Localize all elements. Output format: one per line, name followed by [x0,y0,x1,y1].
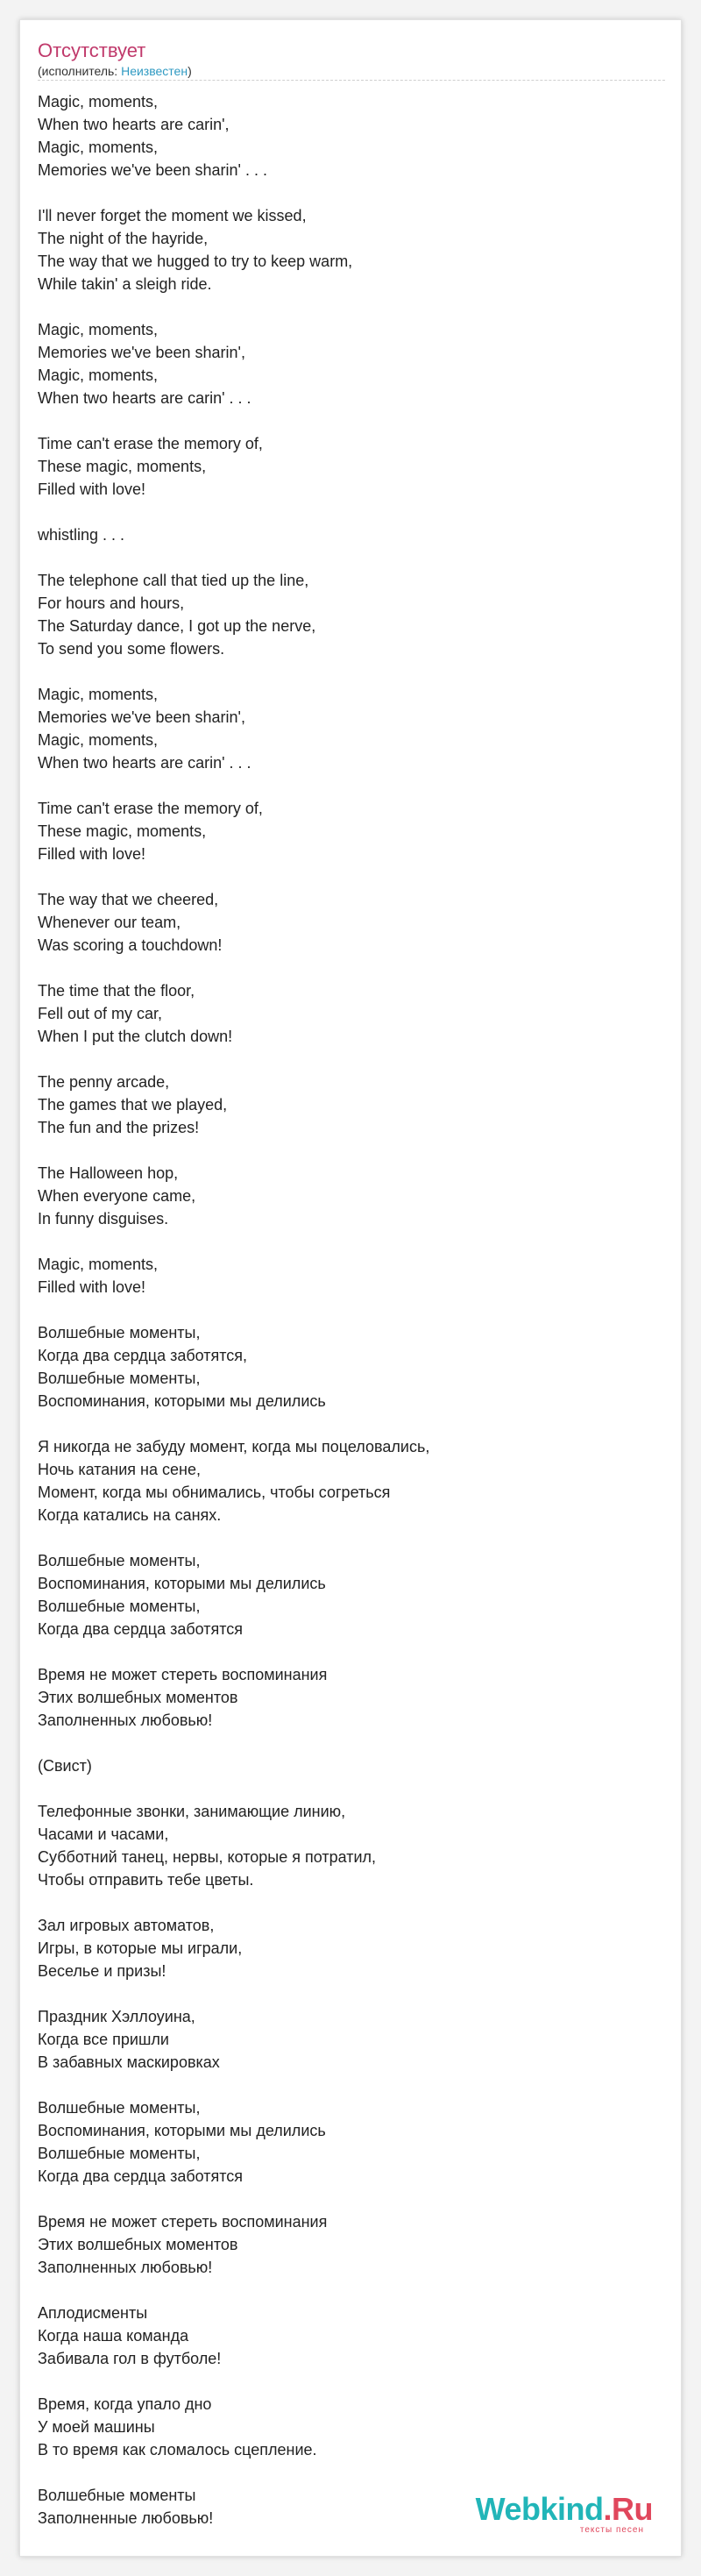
performer-link[interactable]: Неизвестен [121,64,188,78]
lyrics-card [19,19,682,2557]
song-title: Отсутствует [38,39,146,61]
site-logo[interactable] [475,2491,653,2535]
performer-prefix: (исполнитель: [38,64,122,78]
performer-suffix: ) [188,64,192,78]
logo-wordmark [475,2491,653,2527]
performer-line [38,64,192,78]
logo-subtitle: тексты песен [579,2525,644,2535]
logo-main-text: Webkind [475,2491,604,2527]
lyrics-text: Magic, moments, When two hearts are carin', Magic, moments, Memories we've been sharin' . . . I'll never forget the moment we kissed, The night of the hayride, The way that we hugged to try to keep warm, While takin' a sleigh ride. Magic, moments, Memories we've been sharin', Magic, moments, When two hearts are carin' . . . Time can't erase the memory of, These magic, moments, Filled with love! whistling . . . The telephone call that tied up the line, For hours and hours, The Saturday dance, I got up the nerve, To send you some flowers. Magic, moments, Memories we've been sharin', Magic, moments, When two hearts are carin' . . . Time can't erase the memory of, These magic, moments, Filled with love! The way that we cheered, Whenever our team, Was scoring a touchdown! The time that the floor, Fell out of my car, When I put the clutch down! The penny arcade, The games that we played, The fun and the prizes! The Halloween hop, When everyone came, In funny disguises. Magic, moments, Filled with love! Волшебные моменты, Когда два сердца заботятся, Волшебные моменты, Воспоминания, которыми мы делились Я никогда не забуду момент, когда мы поцеловались, Ночь катания на сене, Момент, когда мы обнимались, чтобы согреться Когда катались на санях. Волшебные моменты, Воспоминания, которыми мы делились Волшебные моменты, Когда два сердца заботятся Время не может стереть воспоминания Этих волшебных моментов Заполненных любовью! (Свист) Телефонные звонки, занимающие линию, Часами и часами, Субботний танец, нервы, которые я потратил, Чтобы отправить тебе цветы. Зал игровых автоматов, Игры, в которые мы играли, Веселье и призы! Праздник Хэллоуина, Когда все пришли В забавных маскировках Волшебные моменты, Воспоминания, которыми мы делились Волшебные моменты, Когда два сердца заботятся Время не может стереть воспоминания Этих волшебных моментов Заполненных любовью! Аплодисменты Когда наша команда Забивала гол в футболе! Время, когда упало дно У моей машины В то время как сломалось сцепление. Волшебные моменты Заполненные любовью! [38,93,430,2527]
logo-tld: .Ru [603,2491,653,2527]
header-divider [38,80,665,81]
